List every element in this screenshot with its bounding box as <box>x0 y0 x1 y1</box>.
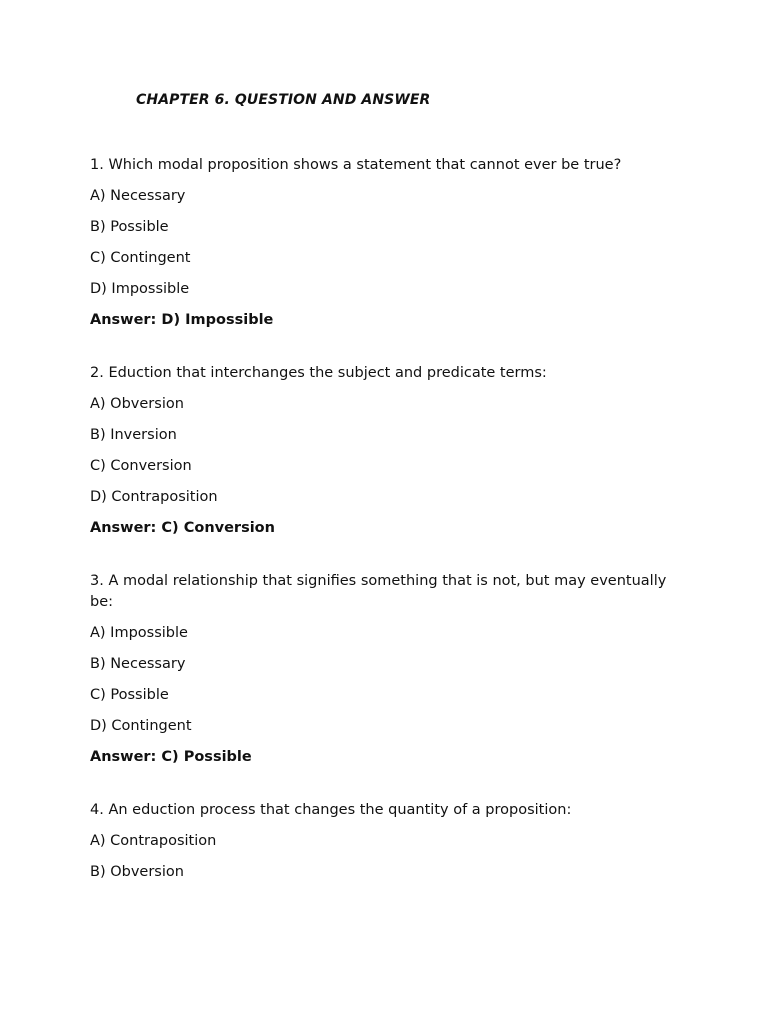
option-d: D) Contingent <box>90 718 192 734</box>
question-list <box>90 155 680 915</box>
question-text: 4. An eduction process that changes the quantity of a proposition: <box>90 802 572 818</box>
option-b: B) Inversion <box>90 427 177 443</box>
question-2 <box>90 363 680 539</box>
question-3 <box>90 571 680 768</box>
option-b: B) Obversion <box>90 864 184 880</box>
option-c: C) Conversion <box>90 458 192 474</box>
option-d: D) Contraposition <box>90 489 218 505</box>
option-a: A) Necessary <box>90 188 186 204</box>
option-a: A) Obversion <box>90 396 184 412</box>
option-b: B) Necessary <box>90 656 186 672</box>
answer: Answer: D) Impossible <box>90 312 274 328</box>
question-text: 3. A modal relationship that signifies something that is not, but may eventually be: <box>90 573 667 610</box>
question-1 <box>90 155 680 331</box>
question-text: 2. Eduction that interchanges the subject and predicate terms: <box>90 365 547 381</box>
question-text: 1. Which modal proposition shows a statement that cannot ever be true? <box>90 157 622 173</box>
option-c: C) Possible <box>90 687 169 703</box>
option-b: B) Possible <box>90 219 169 235</box>
option-a: A) Contraposition <box>90 833 217 849</box>
option-d: D) Impossible <box>90 281 190 297</box>
question-4 <box>90 800 680 883</box>
option-c: C) Contingent <box>90 250 191 266</box>
answer: Answer: C) Possible <box>90 749 252 765</box>
chapter-title: CHAPTER 6. QUESTION AND ANSWER <box>136 92 431 108</box>
option-a: A) Impossible <box>90 625 188 641</box>
answer: Answer: C) Conversion <box>90 520 275 536</box>
